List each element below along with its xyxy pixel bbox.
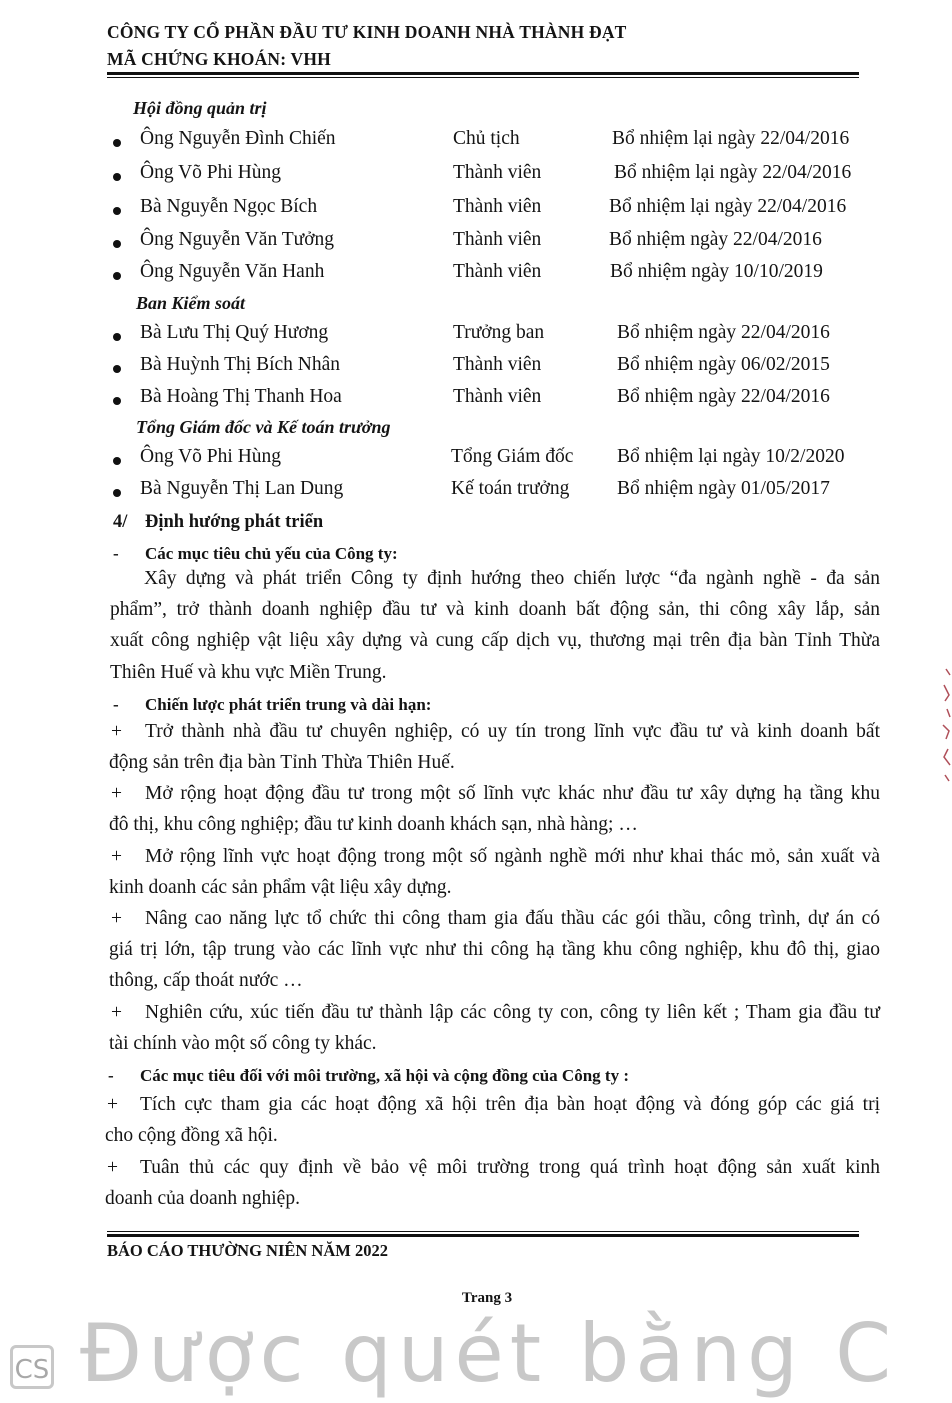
member-name: Bà Nguyễn Ngọc Bích [140,196,318,217]
section-title: Định hướng phát triển [145,512,324,532]
member-appointment: Bổ nhiệm ngày 22/04/2016 [617,386,830,407]
member-name: Bà Huỳnh Thị Bích Nhân [140,354,341,375]
member-name: Bà Lưu Thị Quý Hương [140,322,329,343]
member-role: Thành viên [453,229,542,250]
member-role: Thành viên [453,261,542,282]
page-number: Trang 3 [461,1290,513,1306]
member-role: Thành viên [453,162,542,183]
member-name: Ông Nguyễn Văn Hanh [140,261,325,282]
bullet-icon [113,365,121,373]
list-item-line: Nghiên cứu, xúc tiến đầu tư thành lập các công ty con, công ty liên kết ; Tham gia đầu tư [145,1002,880,1023]
bullet-icon [113,207,121,215]
scanner-watermark: Được quét bằng C [80,1307,898,1400]
list-item-line: doanh của doanh nghiệp. [105,1188,300,1209]
report-title: BÁO CÁO THƯỜNG NIÊN NĂM 2022 [107,1241,388,1260]
member-appointment: Bổ nhiệm lại ngày 22/04/2016 [614,162,852,183]
member-appointment: Bổ nhiệm lại ngày 22/04/2016 [612,128,850,149]
dash-marker: - [108,1066,114,1085]
list-item-line: Mở rộng lĩnh vực hoạt động trong một số ngành nghề mới như khai thác mỏ, sản xuất và [145,846,880,867]
bullet-icon [113,397,121,405]
member-name: Bà Nguyễn Thị Lan Dung [140,478,344,499]
member-name: Ông Nguyễn Đình Chiến [140,128,336,149]
stamp-edge [938,665,952,785]
stock-ticker: MÃ CHỨNG KHOÁN: VHH [107,49,331,69]
member-role: Tổng Giám đốc [451,446,574,467]
bullet-icon [113,139,121,147]
plus-marker: + [111,721,122,742]
dash-marker: - [113,695,119,714]
plus-marker: + [111,1002,122,1023]
list-item-line: động sản trên địa bàn Tỉnh Thừa Thiên Huế. [109,752,455,773]
strategy-heading: Chiến lược phát triển trung và dài hạn: [145,695,432,714]
company-name: CÔNG TY CỔ PHẦN ĐẦU TƯ KINH DOANH NHÀ THÀNH ĐẠT [107,22,627,42]
list-item-line: thông, cấp thoát nước … [109,970,303,991]
member-role: Kế toán trưởng [451,478,570,499]
list-item-line: Mở rộng hoạt động đầu tư trong một số lĩnh vực khác như đầu tư xây dựng hạ tầng khu [145,783,880,804]
member-role: Thành viên [453,196,542,217]
member-role: Thành viên [453,386,542,407]
plus-marker: + [111,846,122,867]
header-rule-thick [107,72,859,75]
member-appointment: Bổ nhiệm ngày 22/04/2016 [617,322,830,343]
bullet-icon [113,457,121,465]
management-section-title: Tổng Giám đốc và Kế toán trưởng [136,417,391,437]
header-rule-thin [107,77,859,78]
member-appointment: Bổ nhiệm ngày 01/05/2017 [617,478,830,499]
objectives-line: Thiên Huế và khu vực Miền Trung. [110,662,387,683]
member-name: Ông Nguyễn Văn Tưởng [140,229,335,250]
member-role: Thành viên [453,354,542,375]
env-heading: Các mục tiêu đối với môi trường, xã hội và cộng đồng của Công ty : [140,1066,629,1085]
plus-marker: + [111,908,122,929]
list-item-line: Trở thành nhà đầu tư chuyên nghiệp, có uy tín trong lĩnh vực đầu tư và kinh doanh bất [145,721,880,742]
member-role: Chủ tịch [453,128,520,149]
member-role: Trưởng ban [453,322,545,343]
section-number: 4/ [113,512,128,532]
list-item-line: đô thị, khu công nghiệp; đầu tư kinh doanh khách sạn, nhà hàng; … [109,814,638,835]
list-item-line: tài chính vào một số công ty khác. [109,1033,377,1054]
footer-rule-thick [107,1234,859,1237]
member-appointment: Bổ nhiệm ngày 22/04/2016 [609,229,822,250]
supervisory-section-title: Ban Kiểm soát [136,293,246,313]
list-item-line: cho cộng đồng xã hội. [105,1125,278,1146]
bullet-icon [113,489,121,497]
member-name: Bà Hoàng Thị Thanh Hoa [140,386,342,407]
objectives-heading: Các mục tiêu chủ yếu của Công ty: [145,544,398,563]
list-item-line: giá trị lớn, tập trung vào các lĩnh vực như thi công hạ tầng khu công nghiệp, khu đô thị, giao [109,939,880,960]
objectives-line: phẩm”, trở thành doanh nghiệp đầu tư và kinh doanh bất động sản, thi công xây lắp, sản [110,599,880,620]
board-section-title: Hội đồng quản trị [133,98,267,118]
list-item-line: Tích cực tham gia các hoạt động xã hội trên địa bàn hoạt động và đóng góp các giá trị [140,1094,880,1115]
objectives-line: Xây dựng và phát triển Công ty định hướng theo chiến lược “đa ngành nghề - đa sản [144,568,880,589]
bullet-icon [113,173,121,181]
member-name: Ông Võ Phi Hùng [140,446,282,467]
bullet-icon [113,272,121,280]
member-appointment: Bổ nhiệm lại ngày 22/04/2016 [609,196,847,217]
member-appointment: Bổ nhiệm ngày 10/10/2019 [610,261,823,282]
plus-marker: + [107,1157,118,1178]
list-item-line: Tuân thủ các quy định về bảo vệ môi trường trong quá trình hoạt động sản xuất kinh [140,1157,880,1178]
member-appointment: Bổ nhiệm ngày 06/02/2015 [617,354,830,375]
list-item-line: Nâng cao năng lực tổ chức thi công tham gia đấu thầu các gói thầu, công trình, dự án có [145,908,880,929]
plus-marker: + [111,783,122,804]
bullet-icon [113,333,121,341]
camscanner-logo: CS [10,1345,54,1389]
dash-marker: - [113,544,119,563]
list-item-line: kinh doanh các sản phẩm vật liệu xây dựng. [109,877,452,898]
member-appointment: Bổ nhiệm lại ngày 10/2/2020 [617,446,845,467]
footer-rule-thin [107,1231,859,1232]
plus-marker: + [107,1094,118,1115]
bullet-icon [113,240,121,248]
member-name: Ông Võ Phi Hùng [140,162,282,183]
objectives-line: xuất công nghiệp vật liệu xây dựng và cung cấp dịch vụ, thương mại trên địa bàn Tỉnh Thừa [110,630,880,651]
